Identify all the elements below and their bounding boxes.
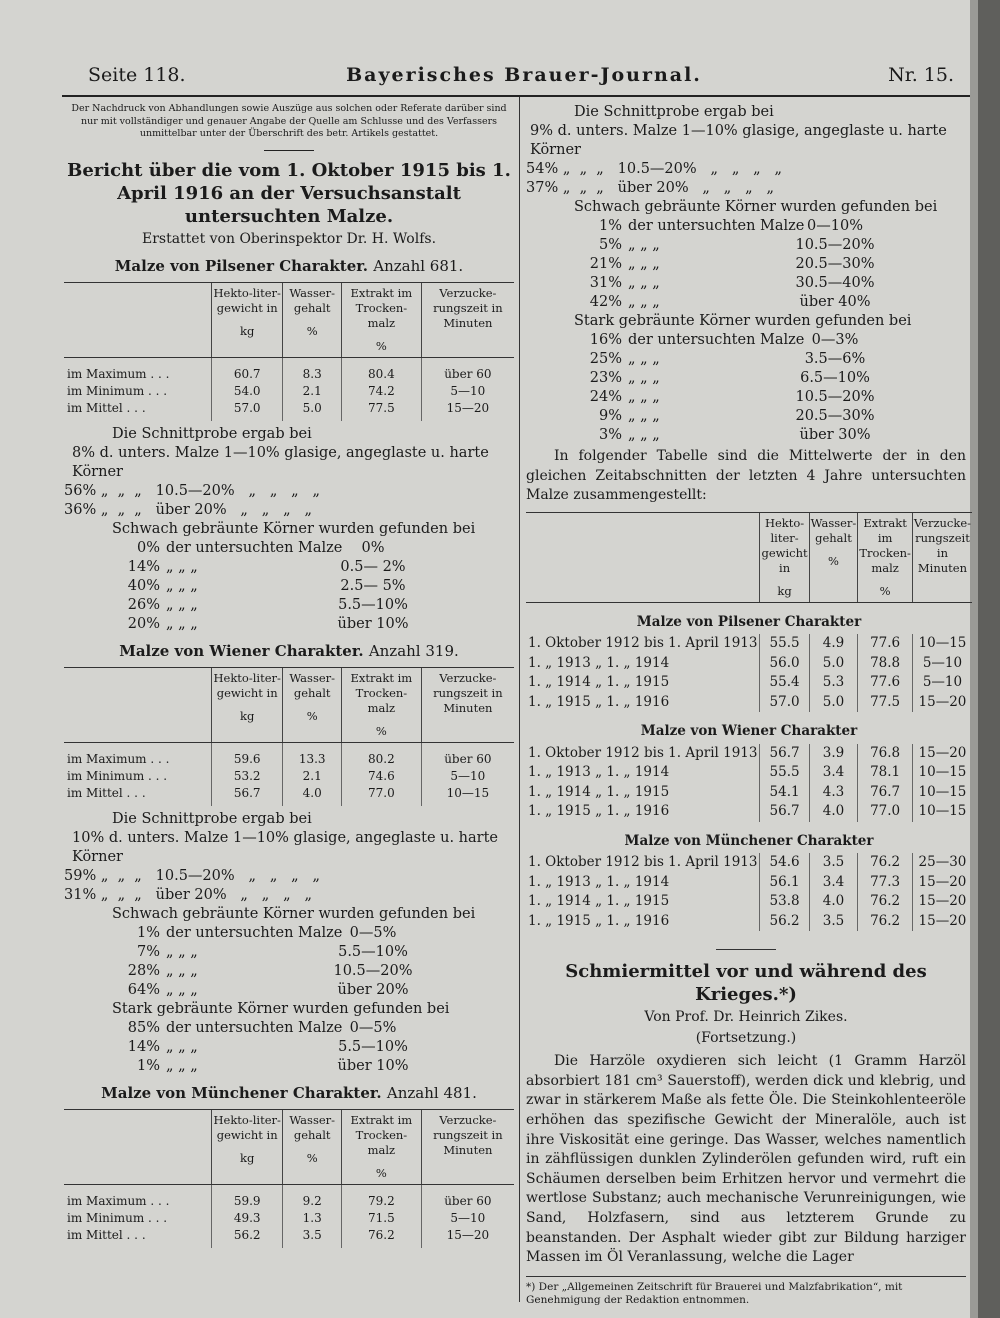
grade-line: 21% „ „ „ 20.5—30% (589, 256, 875, 272)
group-heading: Malze von Münchener Charakter (624, 832, 874, 849)
grade-line: 1% der untersuchten Malze 0—5% (136, 924, 397, 941)
col-header: Verzucke-rungszeit in Minuten (421, 1109, 514, 1184)
table-row: 1. „ 1914 „ 1. „ 1915 55.4 5.3 77.6 5—10 (526, 673, 972, 693)
col-header: Hekto-liter-gewicht in kg (212, 1109, 283, 1184)
col-header: Hekto-liter-gewicht in kg (212, 282, 283, 357)
journal-title: Bayerisches Brauer-Journal. (346, 64, 702, 86)
text-line: 54% „ „ „ 10.5—20% „ „ „ „ (526, 161, 783, 177)
grade-line: 1% „ „ „ über 10% (136, 1057, 409, 1074)
col-header: Extrakt im Trocken-malz % (342, 667, 422, 742)
col-header: Hekto-liter-gewicht in kg (760, 512, 809, 602)
table-blank-header (526, 512, 760, 602)
page-number: Seite 118. (88, 64, 186, 86)
cut-sample-block (64, 810, 514, 1076)
col-header: Hekto-liter-gewicht in kg (212, 667, 283, 742)
left-column (64, 103, 514, 1248)
grade-line: 3% „ „ „ über 30% (598, 427, 871, 443)
col-header: Extrakt im Trocken-malz % (858, 512, 913, 602)
notice-rule (264, 150, 314, 151)
grade-line: 31% „ „ „ 30.5—40% (589, 275, 875, 291)
grade-line: 26% „ „ „ 5.5—10% (127, 596, 408, 613)
text-line: Stark gebräunte Körner wurden gefunden bei (574, 313, 912, 329)
grade-line: 1% der untersuchten Malze 0—10% (598, 218, 863, 234)
col-header: Wasser-gehalt % (283, 1109, 342, 1184)
table-row: 1. „ 1913 „ 1. „ 1914 56.1 3.4 77.3 15—20 (526, 873, 972, 893)
data-table-wiener (64, 667, 514, 806)
col-header: Wasser-gehalt % (283, 667, 342, 742)
article-byline: Erstattet von Oberinspektor Dr. H. Wolfs. (141, 230, 437, 247)
grade-line: 24% „ „ „ 10.5—20% (589, 389, 875, 405)
text-line: 8% d. unters. Malze 1—10% glasige, angeglaste u. harte Körner (72, 444, 489, 480)
grade-line: 16% der untersuchten Malze 0—3% (589, 332, 859, 348)
group-heading: Malze von Wiener Charakter (640, 723, 858, 740)
table-row: 1. „ 1913 „ 1. „ 1914 55.5 3.4 78.1 10—15 (526, 763, 972, 783)
text-line: 10% d. unters. Malze 1—10% glasige, angeglaste u. harte Körner (72, 829, 499, 865)
table-row: 1. „ 1914 „ 1. „ 1915 53.8 4.0 76.2 15—20 (526, 892, 972, 912)
grade-line: 64% „ „ „ über 20% (127, 981, 409, 998)
table-row: 1. „ 1913 „ 1. „ 1914 56.0 5.0 78.8 5—10 (526, 654, 972, 674)
issue-number: Nr. 15. (888, 64, 954, 86)
table-blank-header (64, 667, 212, 742)
table-row: 1. „ 1914 „ 1. „ 1915 54.1 4.3 76.7 10—15 (526, 783, 972, 803)
section-heading-muenchener: Malze von Münchener Charakter. Anzahl 481. (101, 1083, 477, 1102)
grade-line: 23% „ „ „ 6.5—10% (589, 370, 870, 386)
footnote: *) Der „Allgemeinen Zeitschrift für Brauerei und Malzfabrikation“, mit Genehmigung der Redaktion entnommen. (526, 1276, 966, 1307)
grade-line: 5% „ „ „ 10.5—20% (598, 237, 875, 253)
summary-intro: In folgender Tabelle sind die Mittelwerte der in den gleichen Zeitabschnitten der letzten 4 Jahre untersuchten Malze zusammengestellt: (526, 448, 966, 504)
grade-line: 42% „ „ „ über 40% (589, 294, 871, 310)
header-rule (62, 95, 970, 97)
cut-sample-block (64, 425, 514, 634)
table-row: 1. „ 1915 „ 1. „ 1916 56.2 3.5 76.2 15—20 (526, 912, 972, 932)
text-line: 37% „ „ „ über 20% „ „ „ „ (526, 180, 774, 196)
table-row: 1. „ 1915 „ 1. „ 1916 56.7 4.0 77.0 10—15 (526, 802, 972, 822)
table-row: im Maximum . . . 59.6 13.3 80.2 über 60 (64, 742, 514, 768)
table-row: im Minimum . . . 53.2 2.1 74.6 5—10 (64, 768, 514, 785)
scan-edge (978, 0, 1000, 1318)
text-line: Die Schnittprobe ergab bei (112, 810, 312, 827)
table-row: im Mittel . . . 57.0 5.0 77.5 15—20 (64, 400, 514, 421)
col-header: Wasser-gehalt % (809, 512, 858, 602)
table-blank-header (64, 1109, 212, 1184)
page-header (88, 64, 960, 90)
data-table-pilsener (64, 282, 514, 421)
article-title: Bericht über die vom 1. Oktober 1915 bis 1. April 1916 an der Versuchsanstalt untersuchten Malze. (67, 159, 511, 227)
text-line: 9% d. unters. Malze 1—10% glasige, angeglaste u. harte Körner (530, 123, 947, 158)
grade-line: 25% „ „ „ 3.5—6% (589, 351, 866, 367)
col-header: Extrakt im Trocken-malz % (342, 282, 422, 357)
table-row: 1. Oktober 1912 bis 1. April 1913 55.5 4.9 77.6 10—15 (526, 634, 972, 654)
grade-line: 14% „ „ „ 5.5—10% (127, 1038, 408, 1055)
table-row: im Minimum . . . 54.0 2.1 74.2 5—10 (64, 383, 514, 400)
group-heading: Malze von Pilsener Charakter (636, 613, 862, 630)
article-separator (716, 949, 776, 950)
cut-sample-block (526, 103, 966, 445)
col-header: Verzucke-rungszeit in Minuten (912, 512, 972, 602)
text-line: 31% „ „ „ über 20% „ „ „ „ (64, 886, 312, 903)
reprint-notice: Der Nachdruck von Abhandlungen sowie Auszüge aus solchen oder Referate darüber sind nur mit vollständiger und genauer Angabe der Quelle am Schlusse und des Verfassers unmittelbar unter der Überschrift des betr. Artikels gestattet. (71, 103, 507, 139)
table-row: im Maximum . . . 60.7 8.3 80.4 über 60 (64, 357, 514, 383)
col-header: Wasser-gehalt % (283, 282, 342, 357)
grade-line: 20% „ „ „ über 10% (127, 615, 409, 632)
table-row: im Maximum . . . 59.9 9.2 79.2 über 60 (64, 1184, 514, 1210)
section-heading-wiener: Malze von Wiener Charakter. Anzahl 319. (119, 641, 459, 660)
grade-line: 14% „ „ „ 0.5— 2% (127, 558, 406, 575)
summary-table (526, 512, 972, 932)
table-row: im Minimum . . . 49.3 1.3 71.5 5—10 (64, 1210, 514, 1227)
grade-line: 7% „ „ „ 5.5—10% (136, 943, 408, 960)
table-row: 1. Oktober 1912 bis 1. April 1913 56.7 3.9 76.8 15—20 (526, 744, 972, 764)
grade-line: 40% „ „ „ 2.5— 5% (127, 577, 406, 594)
article2-body: Die Harzöle oxydieren sich leicht (1 Gramm Harzöl absorbiert 181 cm³ Sauerstoff), werden dick und klebrig, und zwar in stärkerem Maße als fette Öle. Die Steinkohlenteeröle erhöhen das spezifische Gewicht der Mineralöle, auch ist ihre Viskosität eine geringe. Das Wasser, welches namentlich in zähflüssigen dunklen Zylinderölen gefunden wird, ruft ein Schäumen derselben beim Erhitzen hervor und vermehrt die wertlose Substanz; auch mechanische Verunreinigungen, wie Sand, Holzfasern, sind aus letzterem Grunde zu beanstanden. Der Asphalt wieder gibt zur Bildung harziger Massen im Öl Veranlassung, welche die Lager (526, 1053, 966, 1266)
article2-continued: (Fortsetzung.) (695, 1030, 797, 1047)
table-blank-header (64, 282, 212, 357)
text-line: Die Schnittprobe ergab bei (112, 425, 312, 442)
text-line: Schwach gebräunte Körner wurden gefunden bei (112, 905, 476, 922)
article2-title: Schmiermittel vor und während des Krieges.*) (565, 961, 927, 1006)
grade-line: 9% „ „ „ 20.5—30% (598, 408, 875, 424)
text-line: Die Schnittprobe ergab bei (574, 104, 774, 120)
table-row: 1. „ 1915 „ 1. „ 1916 57.0 5.0 77.5 15—20 (526, 693, 972, 713)
text-line: Schwach gebräunte Körner wurden gefunden bei (574, 199, 938, 215)
col-header: Extrakt im Trocken-malz % (342, 1109, 422, 1184)
table-row: 1. Oktober 1912 bis 1. April 1913 54.6 3.5 76.2 25—30 (526, 853, 972, 873)
column-divider (519, 97, 520, 1302)
text-line: 59% „ „ „ 10.5—20% „ „ „ „ (64, 867, 321, 884)
text-line: Schwach gebräunte Körner wurden gefunden bei (112, 520, 476, 537)
col-header: Verzucke-rungszeit in Minuten (421, 667, 514, 742)
data-table-muenchener (64, 1109, 514, 1248)
text-line: 36% „ „ „ über 20% „ „ „ „ (64, 501, 312, 518)
article2-byline: Von Prof. Dr. Heinrich Zikes. (644, 1009, 848, 1026)
grade-line: 28% „ „ „ 10.5—20% (127, 962, 413, 979)
section-heading-pilsener: Malze von Pilsener Charakter. Anzahl 681. (114, 256, 464, 275)
table-row: im Mittel . . . 56.7 4.0 77.0 10—15 (64, 785, 514, 806)
grade-line: 0% der untersuchten Malze 0% (136, 539, 385, 556)
right-column (526, 103, 972, 1307)
text-line: 56% „ „ „ 10.5—20% „ „ „ „ (64, 482, 321, 499)
col-header: Verzucke-rungszeit in Minuten (421, 282, 514, 357)
text-line: Stark gebräunte Körner wurden gefunden bei (112, 1000, 450, 1017)
grade-line: 85% der untersuchten Malze 0—5% (127, 1019, 397, 1036)
table-row: im Mittel . . . 56.2 3.5 76.2 15—20 (64, 1227, 514, 1248)
